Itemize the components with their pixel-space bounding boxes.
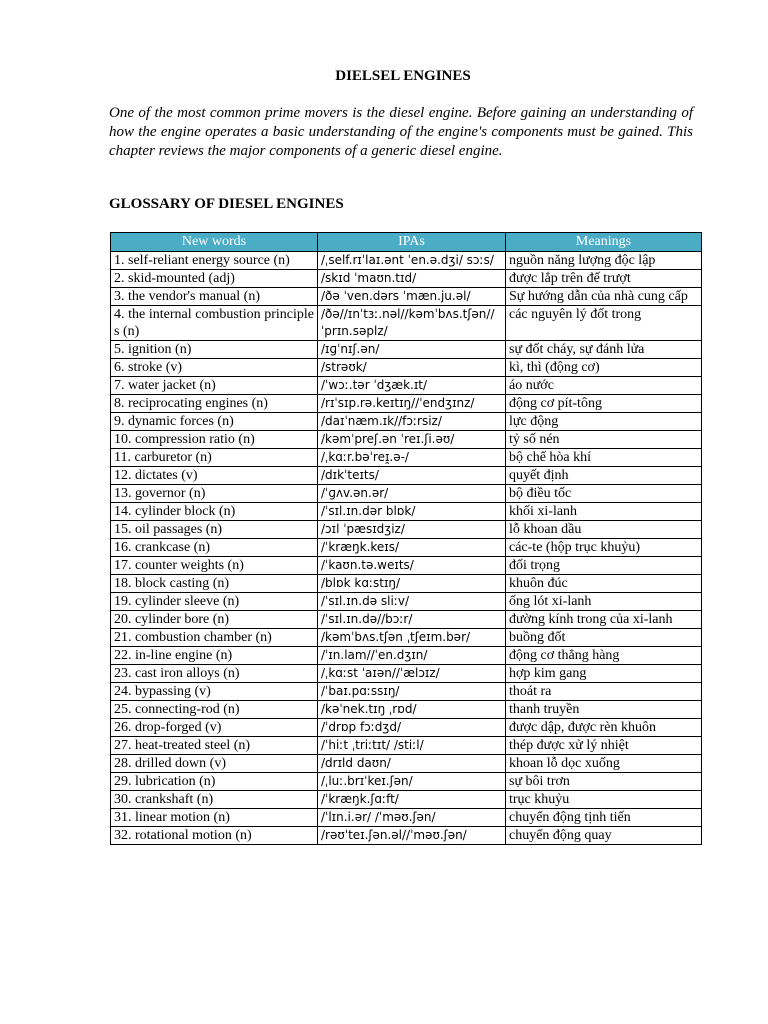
- ipa-cell: /ˌkɑːr.bəˈreɪ̯.ə-/: [318, 449, 506, 467]
- meaning-cell: lực động: [506, 413, 702, 431]
- new-word-cell: 16. crankcase (n): [111, 539, 318, 557]
- meaning-cell: động cơ pít-tông: [506, 395, 702, 413]
- meaning-cell: ống lót xi-lanh: [506, 593, 702, 611]
- meaning-cell: thoát ra: [506, 683, 702, 701]
- new-word-cell: 30. crankshaft (n): [111, 791, 318, 809]
- new-word-cell: 10. compression ratio (n): [111, 431, 318, 449]
- new-word-cell: 31. linear motion (n): [111, 809, 318, 827]
- new-word-cell: 8. reciprocating engines (n): [111, 395, 318, 413]
- meaning-cell: quyết định: [506, 467, 702, 485]
- new-word-cell: 15. oil passages (n): [111, 521, 318, 539]
- new-word-cell: 21. combustion chamber (n): [111, 629, 318, 647]
- glossary-heading: GLOSSARY OF DIESEL ENGINES: [109, 196, 344, 212]
- glossary-table-header: [111, 233, 702, 252]
- table-row: [111, 719, 702, 737]
- ipa-cell: /ˌluː.brɪˈkeɪ.ʃən/: [318, 773, 506, 791]
- meaning-cell: đường kính trong của xi-lanh: [506, 611, 702, 629]
- meaning-cell: bộ điều tốc: [506, 485, 702, 503]
- ipa-cell: /drɪld daʊn/: [318, 755, 506, 773]
- table-row: [111, 629, 702, 647]
- new-word-cell: 20. cylinder bore (n): [111, 611, 318, 629]
- meaning-cell: tỷ số nén: [506, 431, 702, 449]
- meaning-cell: áo nước: [506, 377, 702, 395]
- meaning-cell: được lắp trên đế trượt: [506, 270, 702, 288]
- ipa-cell: /ˈwɔː.tər ˈdʒæk.ɪt/: [318, 377, 506, 395]
- table-row: [111, 449, 702, 467]
- header-new-words: New words: [111, 233, 318, 252]
- new-word-cell: 6. stroke (v): [111, 359, 318, 377]
- table-row: [111, 755, 702, 773]
- ipa-cell: /strəʊk/: [318, 359, 506, 377]
- table-row: [111, 575, 702, 593]
- ipa-cell: /ˈdrɒp fɔːdʒd/: [318, 719, 506, 737]
- table-row: [111, 539, 702, 557]
- new-word-cell: 13. governor (n): [111, 485, 318, 503]
- table-row: [111, 665, 702, 683]
- meaning-cell: các nguyên lý đốt trong: [506, 306, 702, 341]
- ipa-cell: /ˈsɪl.ɪn.dər blɒk/: [318, 503, 506, 521]
- meaning-cell: sự bôi trơn: [506, 773, 702, 791]
- new-word-cell: 17. counter weights (n): [111, 557, 318, 575]
- ipa-cell: /ˈkaʊn.tə.weɪts/: [318, 557, 506, 575]
- new-word-cell: 23. cast iron alloys (n): [111, 665, 318, 683]
- meaning-cell: chuyển động quay: [506, 827, 702, 845]
- new-word-cell: 1. self-reliant energy source (n): [111, 252, 318, 270]
- table-row: [111, 593, 702, 611]
- ipa-cell: /ˈsɪl.ɪn.də sliːv/: [318, 593, 506, 611]
- ipa-cell: /skɪd ˈmaʊn.tɪd/: [318, 270, 506, 288]
- meaning-cell: trục khuỷu: [506, 791, 702, 809]
- ipa-cell: /ˌself.rɪˈlaɪ.ənt ˈen.ə.dʒi/ sɔːs/: [318, 252, 506, 270]
- new-word-cell: 12. dictates (v): [111, 467, 318, 485]
- new-word-cell: 29. lubrication (n): [111, 773, 318, 791]
- table-row: [111, 701, 702, 719]
- meaning-cell: thép được xử lý nhiệt: [506, 737, 702, 755]
- new-word-cell: 5. ignition (n): [111, 341, 318, 359]
- ipa-cell: /dɪkˈteɪts/: [318, 467, 506, 485]
- meaning-cell: chuyển động tịnh tiến: [506, 809, 702, 827]
- table-row: [111, 827, 702, 845]
- ipa-cell: /ˈɪn.lam//ˈen.dʒɪn/: [318, 647, 506, 665]
- intro-paragraph: One of the most common prime movers is the diesel engine. Before gaining an understanding of how the engine operates a basic understanding of the engine's components must be gained. This chapter reviews the major components of a generic diesel engine.: [109, 105, 693, 159]
- table-row: [111, 773, 702, 791]
- ipa-cell: /ˈkræŋk.ʃɑːft/: [318, 791, 506, 809]
- meaning-cell: khuôn đúc: [506, 575, 702, 593]
- table-row: [111, 377, 702, 395]
- table-row: [111, 270, 702, 288]
- table-row: [111, 737, 702, 755]
- meaning-cell: được dập, được rèn khuôn: [506, 719, 702, 737]
- table-row: [111, 683, 702, 701]
- table-row: [111, 485, 702, 503]
- new-word-cell: 9. dynamic forces (n): [111, 413, 318, 431]
- meaning-cell: các-te (hộp trục khuỷu): [506, 539, 702, 557]
- ipa-cell: /ˈhiːt ˌtriːtɪt/ /stiːl/: [318, 737, 506, 755]
- new-word-cell: 7. water jacket (n): [111, 377, 318, 395]
- new-word-cell: 2. skid-mounted (adj): [111, 270, 318, 288]
- new-word-cell: 25. connecting-rod (n): [111, 701, 318, 719]
- meaning-cell: hợp kim gang: [506, 665, 702, 683]
- new-word-cell: 32. rotational motion (n): [111, 827, 318, 845]
- table-row: [111, 503, 702, 521]
- table-row: [111, 557, 702, 575]
- meaning-cell: buồng đốt: [506, 629, 702, 647]
- meaning-cell: lỗ khoan dầu: [506, 521, 702, 539]
- ipa-cell: /kəmˈpreʃ.ən ˈreɪ.ʃi.əʊ/: [318, 431, 506, 449]
- new-word-cell: 28. drilled down (v): [111, 755, 318, 773]
- ipa-cell: /rɪˈsɪp.rə.keɪtɪŋ//ˈendʒɪnz/: [318, 395, 506, 413]
- ipa-cell: /rəʊˈteɪ.ʃən.əl//ˈməʊ.ʃən/: [318, 827, 506, 845]
- table-row: [111, 395, 702, 413]
- table-row: [111, 252, 702, 270]
- meaning-cell: động cơ thẳng hàng: [506, 647, 702, 665]
- ipa-cell: /kəˈnek.tɪŋ ˌrɒd/: [318, 701, 506, 719]
- meaning-cell: thanh truyền: [506, 701, 702, 719]
- meaning-cell: khối xi-lanh: [506, 503, 702, 521]
- new-word-cell: 27. heat-treated steel (n): [111, 737, 318, 755]
- meaning-cell: đối trọng: [506, 557, 702, 575]
- ipa-cell: /ˈɡʌv.ən.ər/: [318, 485, 506, 503]
- meaning-cell: bộ chế hòa khí: [506, 449, 702, 467]
- new-word-cell: 14. cylinder block (n): [111, 503, 318, 521]
- ipa-cell: /ɪɡˈnɪʃ.ən/: [318, 341, 506, 359]
- ipa-cell: /ðə//ɪnˈtɜː.nəl//kəmˈbʌs.tʃən//ˈprɪn.səplz/: [318, 306, 506, 341]
- header-ipas: IPAs: [318, 233, 506, 252]
- table-row: [111, 467, 702, 485]
- meaning-cell: kì, thì (động cơ): [506, 359, 702, 377]
- header-meanings: Meanings: [506, 233, 702, 252]
- table-row: [111, 341, 702, 359]
- table-row: [111, 431, 702, 449]
- table-row: [111, 306, 702, 341]
- table-row: [111, 611, 702, 629]
- meaning-cell: Sự hướng dẫn của nhà cung cấp: [506, 288, 702, 306]
- ipa-cell: /ɔɪl ˈpæsɪdʒiz/: [318, 521, 506, 539]
- new-word-cell: 24. bypassing (v): [111, 683, 318, 701]
- new-word-cell: 26. drop-forged (v): [111, 719, 318, 737]
- ipa-cell: /blɒk kɑːstɪŋ/: [318, 575, 506, 593]
- new-word-cell: 18. block casting (n): [111, 575, 318, 593]
- table-row: [111, 413, 702, 431]
- meaning-cell: khoan lỗ dọc xuống: [506, 755, 702, 773]
- new-word-cell: 22. in-line engine (n): [111, 647, 318, 665]
- new-word-cell: 4. the internal combustion principles (n): [111, 306, 318, 341]
- ipa-cell: /ˈkræŋk.keɪs/: [318, 539, 506, 557]
- header-row: [111, 233, 702, 252]
- table-row: [111, 791, 702, 809]
- ipa-cell: /ˈsɪl.ɪn.də//bɔːr/: [318, 611, 506, 629]
- ipa-cell: /kəmˈbʌs.tʃən ˌtʃeɪm.bər/: [318, 629, 506, 647]
- new-word-cell: 19. cylinder sleeve (n): [111, 593, 318, 611]
- table-row: [111, 359, 702, 377]
- glossary-table: [110, 232, 702, 845]
- table-row: [111, 288, 702, 306]
- ipa-cell: /ðə ˈven.dərs ˈmæn.ju.əl/: [318, 288, 506, 306]
- new-word-cell: 11. carburetor (n): [111, 449, 318, 467]
- ipa-cell: /ˈlɪn.i.ər/ /ˈməʊ.ʃən/: [318, 809, 506, 827]
- ipa-cell: /ˈbaɪ.pɑːssɪŋ/: [318, 683, 506, 701]
- meaning-cell: sự đốt cháy, sự đánh lửa: [506, 341, 702, 359]
- ipa-cell: /ˌkɑːst ˈaɪən//ˈælɔɪz/: [318, 665, 506, 683]
- ipa-cell: /daɪˈnæm.ɪk//fɔːrsiz/: [318, 413, 506, 431]
- table-row: [111, 809, 702, 827]
- page-title: DIELSEL ENGINES: [335, 68, 471, 84]
- meaning-cell: nguồn năng lượng độc lập: [506, 252, 702, 270]
- new-word-cell: 3. the vendor's manual (n): [111, 288, 318, 306]
- glossary-table-body: [111, 252, 702, 845]
- table-row: [111, 647, 702, 665]
- table-row: [111, 521, 702, 539]
